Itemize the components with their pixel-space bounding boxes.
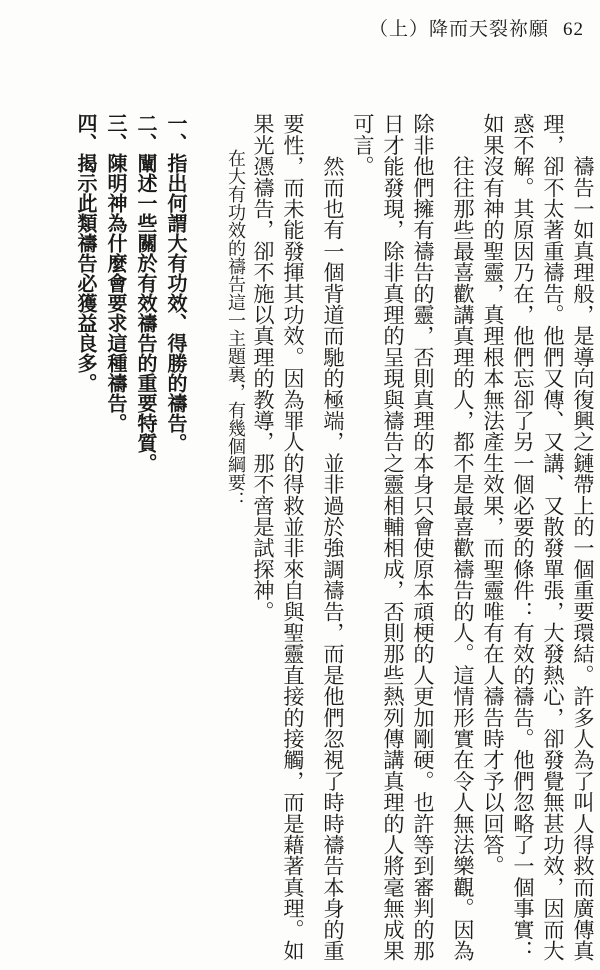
text-column: 除非他們擁有禱告的靈，否則真理的本身只會使原本頑梗的人更加剛硬。也許等到審判的那 bbox=[411, 113, 436, 961]
page-number: 62 bbox=[563, 19, 584, 40]
text-column: 理，卻不太著重禱告。他們又傳、又講、又散發單張，大發熱心，卻發覺無甚功效，因而大 bbox=[541, 113, 566, 961]
list-item: 一、指出何謂大有功效、得勝的禱告。 bbox=[164, 113, 188, 453]
running-header bbox=[369, 14, 584, 41]
text-column: 如果沒有神的聖靈，真理根本無法產生效果，而聖靈唯有在人禱告時才予以回答。 bbox=[481, 113, 506, 877]
text-column: 可言。 bbox=[351, 113, 376, 177]
text-column: 果光憑禱告，卻不施以真理的教導，那不啻是試探神。 bbox=[251, 113, 276, 622]
text-column: 在大有功效的禱告這一主題裏，有幾個綱要： bbox=[225, 113, 246, 509]
text-column: 要性，而未能發揮其功效。因為罪人的得救並非來自與聖靈直接的接觸，而是藉著真理。如 bbox=[281, 113, 306, 961]
chapter-title: （上）降而天裂祢願 bbox=[368, 18, 549, 40]
vertical-text-block bbox=[66, 113, 596, 961]
text-column: 往往那些最喜歡講真理的人，都不是最喜歡禱告的人。這情形實在令人無法樂觀。因為 bbox=[451, 113, 476, 961]
list-item: 二、闡述一些關於有效禱告的重要特質。 bbox=[134, 113, 158, 473]
list-item: 三、陳明神為什麼會要求這種禱告。 bbox=[104, 113, 128, 433]
text-column: 日才能發現，除非真理的呈現與禱告之靈相輔相成，否則那些熱列傳講真理的人將毫無成果 bbox=[381, 113, 406, 961]
text-column: 禱告一如真理般，是導向復興之鏈帶上的一個重要環結。許多人為了叫人得救而廣傳真 bbox=[571, 113, 596, 961]
text-column: 惑不解。其原因乃在，他們忘卻了另一個必要的條件：有效的禱告。他們忽略了一個事實： bbox=[511, 113, 536, 961]
list-item: 四、揭示此類禱告必獲益良多。 bbox=[74, 113, 98, 393]
text-column: 然而也有一個背道而馳的極端，並非過於強調禱告，而是他們忽視了時時禱告本身的重 bbox=[321, 113, 346, 961]
